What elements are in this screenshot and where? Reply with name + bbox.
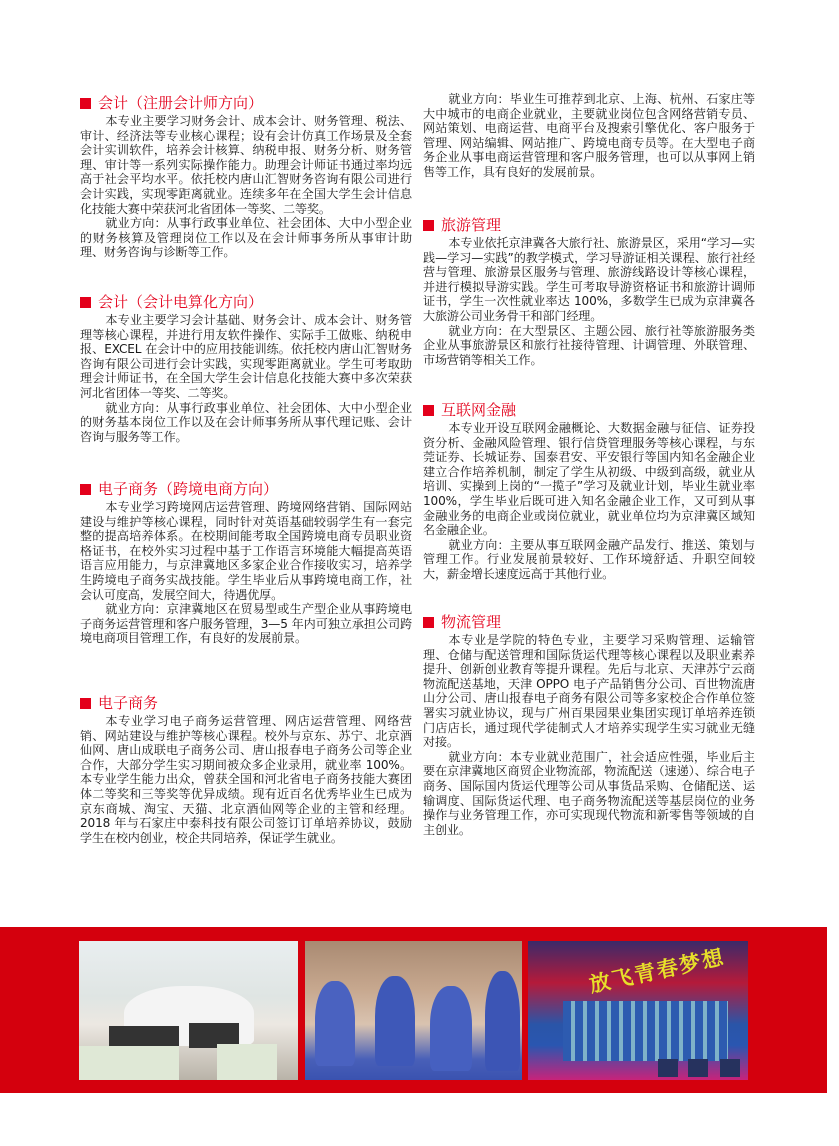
square-bullet-icon — [80, 98, 91, 109]
paragraph: 就业方向：从事行政事业单位、社会团体、大中小型企业的财务基本岗位工作以及在会计师事务所从事代理记账、会计咨询与服务等工作。 — [80, 400, 412, 444]
heading-text: 物流管理 — [441, 613, 502, 631]
dancer-figure — [430, 986, 472, 1071]
paragraph: 就业方向：京津冀地区在贸易型或生产型企业从事跨境电子商务运营管理和客户服务管理，3—5 年内可独立承担公司跨境电商项目管理工作，有良好的发展前景。 — [80, 602, 412, 646]
heading-text: 会计（注册会计师方向） — [98, 94, 264, 112]
dancer-figure — [485, 971, 520, 1071]
paragraph: 本专业是学院的特色专业，主要学习采购管理、运输管理、仓储与配送管理和国际货运代理等核心课程以及职业素养提升、创新创业教育等提升课程。先后与北京、天津苏宁云商物流配送基地，天津 OPPO 电子产品销售分公司、百世物流唐山分公司、唐山报春电子商务有限公司等多家校企合作单位签署实习就业协议，现与广州百果园果业集团实现订单培养连锁门店店长，通过现代学徒制式人才培养实现学生实习就业无缝对接。 — [423, 633, 755, 750]
paragraph: 就业方向：从事行政事业单位、社会团体、大中小型企业的财务核算及管理岗位工作以及在会计师事务所从事审计助理、财务咨询与诊断等工作。 — [80, 216, 412, 260]
stage-banner-text: 放飞青春梦想 — [587, 944, 728, 998]
section-heading — [80, 694, 412, 713]
square-bullet-icon — [423, 220, 434, 231]
paragraph: 本专业主要学习会计基础、财务会计、成本会计、财务管理等核心课程，并进行用友软件操作、实际手工做账、纳税申报、EXCEL 在会计中的应用技能训练。依托校内唐山汇智财务咨询有限公司进行会计实践，实现零距离就业。学生可考取助理会计师证书，在全国大学生会计信息化技能大赛中多次荣获河北省团体一等奖、二等奖。 — [80, 313, 412, 400]
heading-text: 电子商务（跨境电商方向） — [98, 480, 279, 498]
square-bullet-icon — [80, 484, 91, 495]
monitor-shape — [79, 1046, 179, 1080]
paragraph: 本专业学习电子商务运营管理、网店运营管理、网络营销、网站建设与维护等核心课程。校外与京东、苏宁、北京酒仙网、唐山成联电子商务公司、唐山报春电子商务公司等企业合作，大部分学生实习期间被众多企业录用，就业率 100%。本专业学生能力出众，曾获全国和河北省电子商务技能大赛团体二等奖和三等奖等优异成绩。现有近百名优秀毕业生已成为京东商城、淘宝、天猫、北京酒仙网等企业的主管和经理。2018 年与石家庄中泰科技有限公司签订订单培养协议，鼓励学生在校内创业，校企共同培养，保证学生就业。 — [80, 714, 412, 845]
section-ecommerce-crossborder — [80, 480, 412, 646]
section-ecommerce — [80, 694, 412, 845]
stage-light-shape — [688, 1059, 708, 1077]
paragraph: 本专业学习跨境网店运营管理、跨境网络营销、国际网站建设与维护等核心课程，同时针对英语基础较弱学生有一套完整的提高培养体系。在校期间能考取全国跨境电商专员职业资格证书，在校外实习过程中基于工作语言环境能大幅提高英语语言应用能力，与京津冀地区多家企业合作接收实习，培养学生跨境电子商务实战技能。学生毕业后从事跨境电商工作，社会认可度高，发展空间大，待遇优厚。 — [80, 500, 412, 602]
section-tourism — [423, 216, 755, 367]
paragraph: 就业方向：本专业就业范围广，社会适应性强，毕业后主要在京津冀地区商贸企业物流部，物流配送（速递）、综合电子商务、国际国内货运代理等公司从事货品采购、仓储配送、运输调度、国际货运代理、电子商务物流配送等基层岗位的业务操作与业务管理工作，亦可实现现代物流和新零售等领域的自主创业。 — [423, 749, 755, 837]
paragraph: 就业方向：在大型景区、主题公园、旅行社等旅游服务类企业从事旅游景区和旅行社接待管理、计调管理、外联管理、市场营销等相关工作。 — [423, 323, 755, 367]
paragraph: 就业方向：毕业生可推荐到北京、上海、杭州、石家庄等大中城市的电商企业就业，主要就业岗位包含网络营销专员、网站策划、电商运营、电商平台及搜索引擎优化、客户服务于管理、网站编辑、网站推广、跨境电商专员等。在大型电子商务企业从事电商运营管理和客户服务管理，也可以从事网上销售等工作，具有良好的发展前景。 — [423, 92, 755, 179]
dancer-figure — [315, 981, 355, 1066]
section-logistics — [423, 613, 755, 837]
section-heading — [80, 293, 412, 312]
heading-text: 旅游管理 — [441, 216, 502, 234]
stage-light-shape — [658, 1059, 678, 1077]
section-heading — [80, 480, 412, 499]
heading-text: 会计（会计电算化方向） — [98, 293, 264, 311]
square-bullet-icon — [80, 698, 91, 709]
photo-yoga-class — [305, 941, 522, 1080]
paragraph: 本专业主要学习财务会计、成本会计、财务管理、税法、审计、经济法等专业核心课程；设有会计仿真工作场景及全套会计实训软件，培养会计核算、纳税申报、财务分析、财务管理、审计等一系列实际操作能力。助理会计师证书通过率均远高于社会平均水平。依托校内唐山汇智财务咨询有限公司进行会计实践，实现零距离就业。连续多年在全国大学生会计信息化技能大赛中荣获河北省团体一等奖、二等奖。 — [80, 114, 412, 216]
photo-choir-performance — [528, 941, 748, 1080]
paragraph: 本专业开设互联网金融概论、大数据金融与征信、证券投资分析、金融风险管理、银行信贷管理服务等核心课程，与东莞证券、长城证券、国泰君安、平安银行等国内知名金融企业建立合作培养机制，制定了学生从初级、中级到高级，就业从培训、实操到上岗的“一揽子”学习及就业计划，毕业生就业率 100%，学生毕业后既可进入知名金融企业工作，又可到从事金融业务的电商企业或岗位就业，就业单位均为京津冀区域知名金融企业。 — [423, 421, 755, 538]
dancer-figure — [375, 976, 415, 1066]
square-bullet-icon — [423, 405, 434, 416]
section-internet-finance — [423, 401, 755, 582]
choir-figures — [563, 1001, 728, 1061]
section-accounting-cpa — [80, 94, 412, 260]
section-heading — [423, 401, 755, 420]
section-heading — [423, 216, 755, 235]
photo-computer-lab — [79, 941, 298, 1080]
paragraph: 就业方向：主要从事互联网金融产品发行、推送、策划与管理工作。行业发展前景较好、工作环境舒适、升职空间较大，薪金增长速度远高于其他行业。 — [423, 537, 755, 581]
section-accounting-computerized — [80, 293, 412, 444]
square-bullet-icon — [423, 617, 434, 628]
square-bullet-icon — [80, 297, 91, 308]
section-ecommerce-continuation — [423, 92, 755, 180]
paragraph: 本专业依托京津冀各大旅行社、旅游景区，采用“学习—实践—学习—实践”的教学模式，学习导游证相关课程、旅行社经营与管理、旅游景区服务与管理、旅游线路设计等核心课程，并进行模拟导游实践。学生可考取导游资格证书和旅游计调师证书，学生一次性就业率达 100%，多数学生已成为京津冀各大旅游公司业务骨干和部门经理。 — [423, 236, 755, 323]
stage-light-shape — [720, 1059, 740, 1077]
heading-text: 互联网金融 — [441, 401, 517, 419]
monitor-shape — [217, 1044, 277, 1080]
section-heading — [80, 94, 412, 113]
section-heading — [423, 613, 755, 632]
heading-text: 电子商务 — [98, 694, 159, 712]
